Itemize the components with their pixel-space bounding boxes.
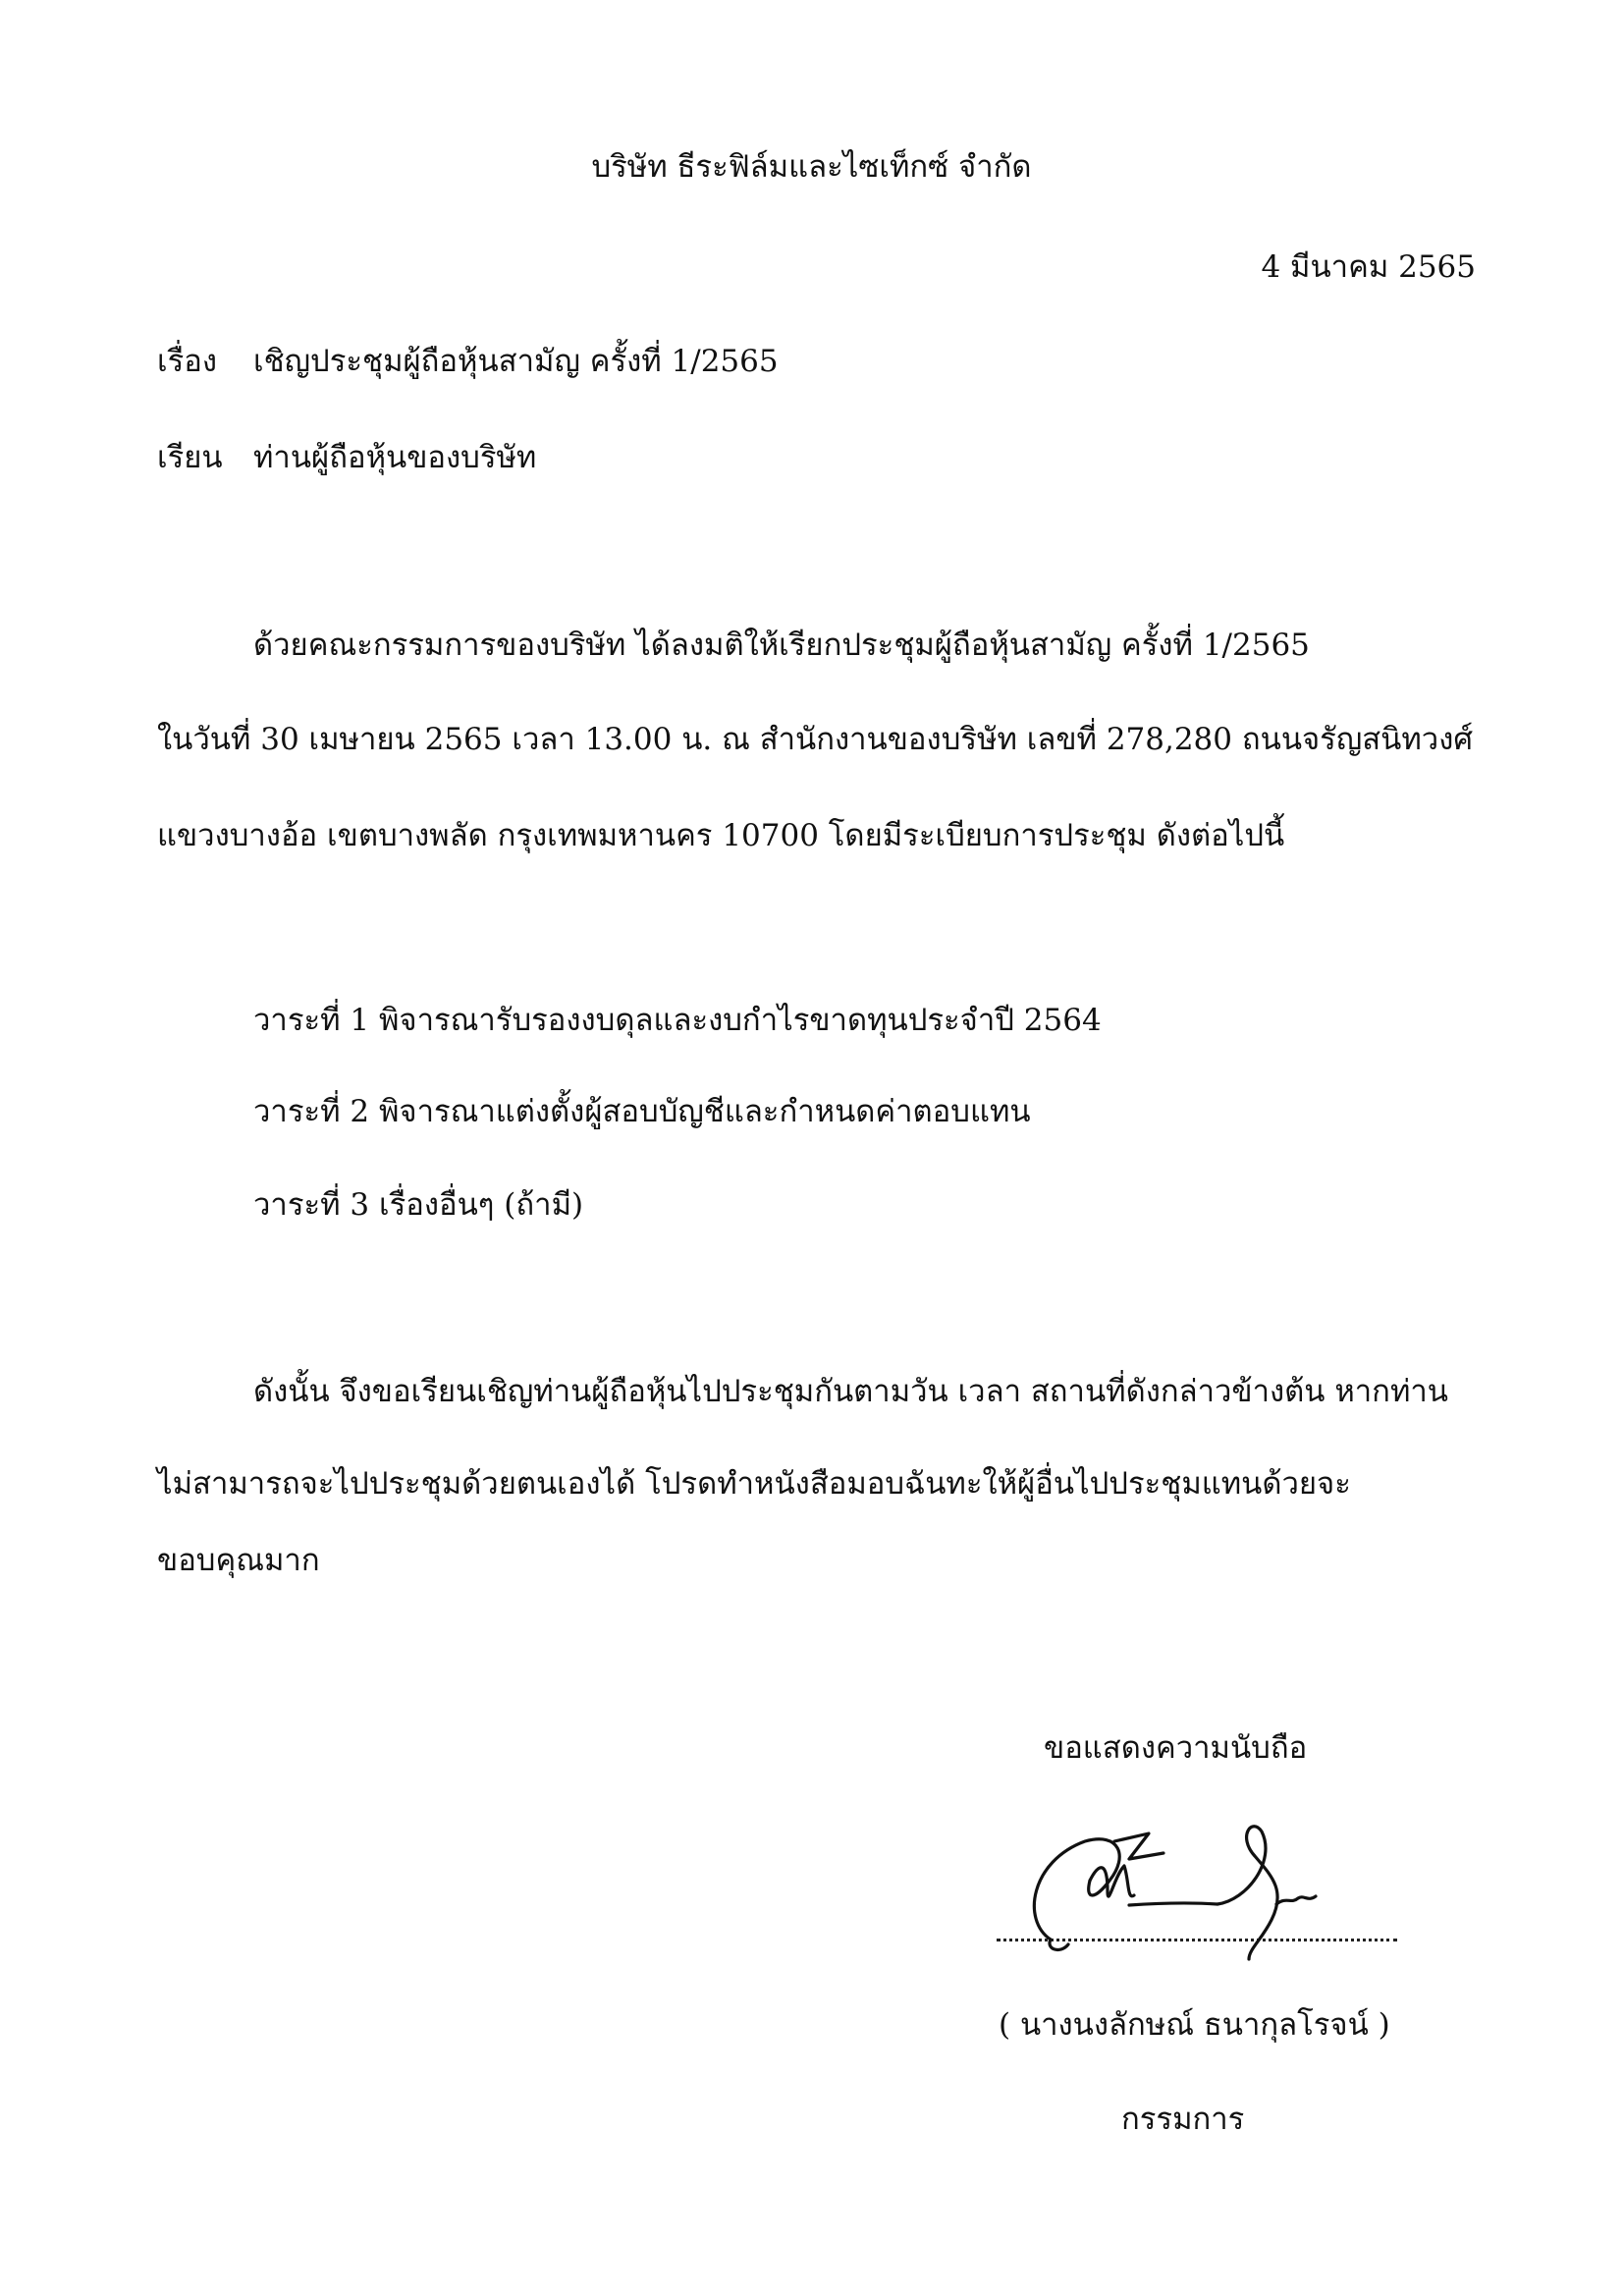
signer-name: ( นางนงลักษณ์ ธนากุลโรจน์ ) [999, 2007, 1390, 2043]
signer-role: กรรมการ [1121, 2102, 1245, 2137]
paragraph-line: แขวงบางอ้อ เขตบางพลัด กรุงเทพมหานคร 10700 โดยมีระเบียบการประชุม ดังต่อไปนี้ [157, 818, 1285, 853]
letter-date: 4 มีนาคม 2565 [1261, 249, 1476, 285]
paragraph-line: ด้วยคณะกรรมการของบริษัท ได้ลงมติให้เรียกประชุมผู้ถือหุ้นสามัญ ครั้งที่ 1/2565 [253, 628, 1310, 663]
paragraph-line: ไม่สามารถจะไปประชุมด้วยตนเองได้ โปรดทำหนังสือมอบฉันทะให้ผู้อื่นไปประชุมแทนด้วยจะ [157, 1466, 1351, 1502]
paragraph-line: ในวันที่ 30 เมษายน 2565 เวลา 13.00 น. ณ สำนักงานของบริษัท เลขที่ 278,280 ถนนจรัญสนิทวงศ์ [157, 722, 1474, 757]
subject-text: เชิญประชุมผู้ถือหุ้นสามัญ ครั้งที่ 1/2565 [253, 344, 779, 379]
subject-label: เรื่อง [157, 344, 218, 379]
handwritten-signature [992, 1802, 1404, 1969]
recipient-label: เรียน [157, 440, 223, 475]
recipient-text: ท่านผู้ถือหุ้นของบริษัท [253, 440, 537, 475]
closing-text: ขอแสดงความนับถือ [1044, 1730, 1308, 1766]
paragraph-line: ดังนั้น จึงขอเรียนเชิญท่านผู้ถือหุ้นไปประชุมกันตามวัน เวลา สถานที่ดังกล่าวข้างต้น หากท่าน [253, 1374, 1448, 1409]
paragraph-line: ขอบคุณมาก [157, 1543, 320, 1578]
agenda-item-2: วาระที่ 2 พิจารณาแต่งตั้งผู้สอบบัญชีและกำหนดค่าตอบแทน [253, 1094, 1031, 1129]
company-name: บริษัท ธีระฟิล์มและไซเท็กซ์ จำกัด [591, 149, 1032, 185]
agenda-item-1: วาระที่ 1 พิจารณารับรองงบดุลและงบกำไรขาดทุนประจำปี 2564 [253, 1003, 1102, 1038]
agenda-item-3: วาระที่ 3 เรื่องอื่นๆ (ถ้ามี) [253, 1187, 584, 1223]
